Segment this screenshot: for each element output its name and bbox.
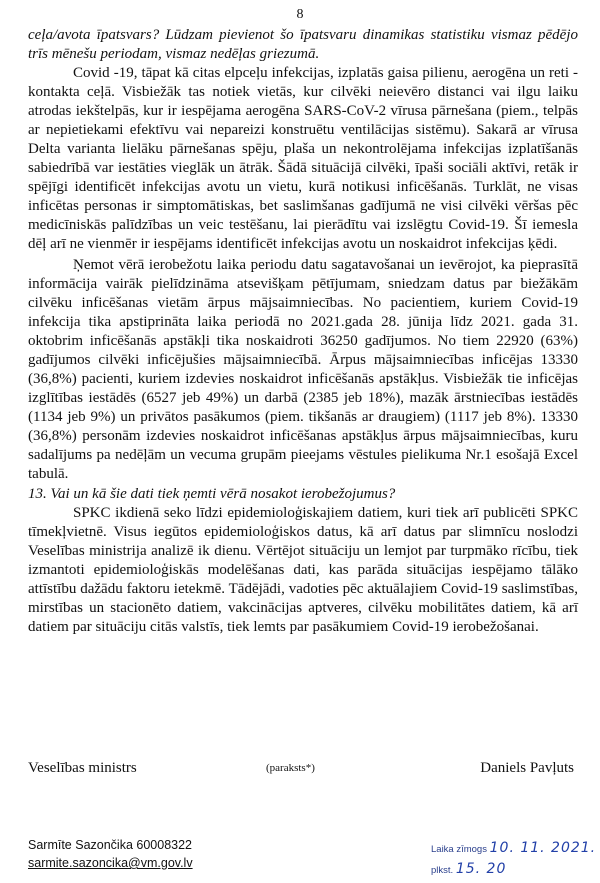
letter-body (28, 26, 578, 637)
plkst-time: 15. 20 (455, 861, 507, 877)
plkst-label: plkst. (431, 865, 454, 876)
contact-email-link[interactable]: sarmite.sazoncika@vm.gov.lv (28, 856, 193, 870)
paragraph-transmission: Covid -19, tāpat kā citas elpceļu infekcijas, izplatās gaisa pilienu, aerogēna un reti - kontakta ceļā. Visbiežāk tas notiek vietās, kur cilvēki neievēro distanci vai ilgu laiku atrodas iekštelpās, kur ir iespējama aerogēna SARS-CoV-2 vīrusa pārnešana (piem., telpās ar nepietiekami efektīvu vai nepareizi konstruētu ventilācijas sistēmu). Sakarā ar vīrusa Delta varianta lielāku pārnešanas spēju, plaša un nekontrolējama infekcijas izplatīšanās sabiedrībā var iestāties vieglāk un ātrāk. Šādā situācijā cilvēki, īpaši sociāli aktīvi, retāk ir spējīgi identificēt infekcijas avotu un vietu, kurā notikusi inficēšanās. Turklāt, ne visas inficētas personas ir simptomātiskas, bet saslimšanas gadījumā ne visi cilvēki vēršas pēc medicīniskās palīdzības un veic testēšanu, lai pierādītu vai izslēgtu Covid-19. Šī iemesla dēļ arī ne vienmēr ir iespējams identificēt infekcijas avotu un noskaidrot infekcijas ķēdi. (28, 65, 578, 252)
minister-name: Daniels Pavļuts (480, 760, 574, 776)
contact-name-phone: Sarmīte Sazončika 60008322 (28, 838, 192, 852)
time-stamp (431, 834, 597, 878)
time-stamp-label: Laika zīmogs (431, 844, 487, 855)
contact-footer (28, 836, 193, 872)
page-number: 8 (296, 7, 304, 22)
paragraph-spkc-answer: SPKC ikdienā seko līdzi epidemioloģiskajiem datiem, kuri tiek arī publicēti SPKC tīmekļvietnē. Visus iegūtos epidemioloģiskos datus, kā arī datus par slimnīcu noslodzi Veselības ministrija analizē ik dienu. Vērtējot situāciju un lemjot par turpmāko rīcību, tiek izmantoti epidemioloģiskās modelēšanas dati, kas parāda situācijas iespējamo tālāko attīstību dažādu faktoru ietekmē. Tādējādi, vadoties pēc aktuālajiem Covid-19 saslimstības, mirstības un stacionēto datiem, vakcinācijas aptveres, cilvēku mobilitātes datiem, kā arī datiem par situāciju citās valstīs, tiek lemts par pasākumiem Covid-19 ierobežošanai. (28, 505, 578, 635)
signature-block (28, 760, 578, 780)
signed-note: (paraksts*) (266, 762, 315, 774)
minister-title: Veselības ministrs (28, 760, 137, 776)
paragraph-infection-data: Ņemot vērā ierobežotu laika periodu datu sagatavošanai un ievērojot, ka pieprasītā informācija vairāk pielīdzināma atsevišķam pētījumam, sniedzam datus par biežākām cilvēku inficēšanas vietām ārpus mājsaimniecības. No pacientiem, kuriem Covid-19 infekcija tika apstiprināta laika periodā no 2021.gada 28. jūnija līdz 2021. gada 31. oktobrim inficēšanās apstākļi tika noskaidroti 36250 gadījumos. No tiem 22920 (63%) gadījumos cilvēki inficējušies mājsaimniecībā. Ārpus mājsaimniecības inficējas 13330 (36,8%) pacienti, kuriem izdevies noskaidrot inficēšanās apstākļus. Visbiežāk tie inficējas izglītības iestādēs (6527 jeb 49%) un darbā (2385 jeb 18%), mazāk ārstniecības iestādēs (1134 jeb 9%) un privātos pasākumos (piem. tikšanās ar draugiem) (1117 jeb 8%). 13330 (36,8%) personām izdevies noskaidrot inficēšanas apstākļus ārpus mājsaimniecības, kuru sadalījums pa nedēļām un vecuma grupām pieejams vēstules pielikuma Nr.1 esošajā Excel tabulā. (28, 257, 578, 482)
question-13: 13. Vai un kā šie dati tiek ņemti vērā nosakot ierobežojumus? (28, 486, 396, 502)
question-12-tail: ceļa/avota īpatsvars? Lūdzam pievienot šo īpatsvaru dinamikas statistiku vismaz pēdējo trīs mēnešu periodam, vismaz nedēļas griezumā. (28, 27, 578, 62)
time-stamp-date: 10. 11. 2021. (489, 840, 597, 856)
